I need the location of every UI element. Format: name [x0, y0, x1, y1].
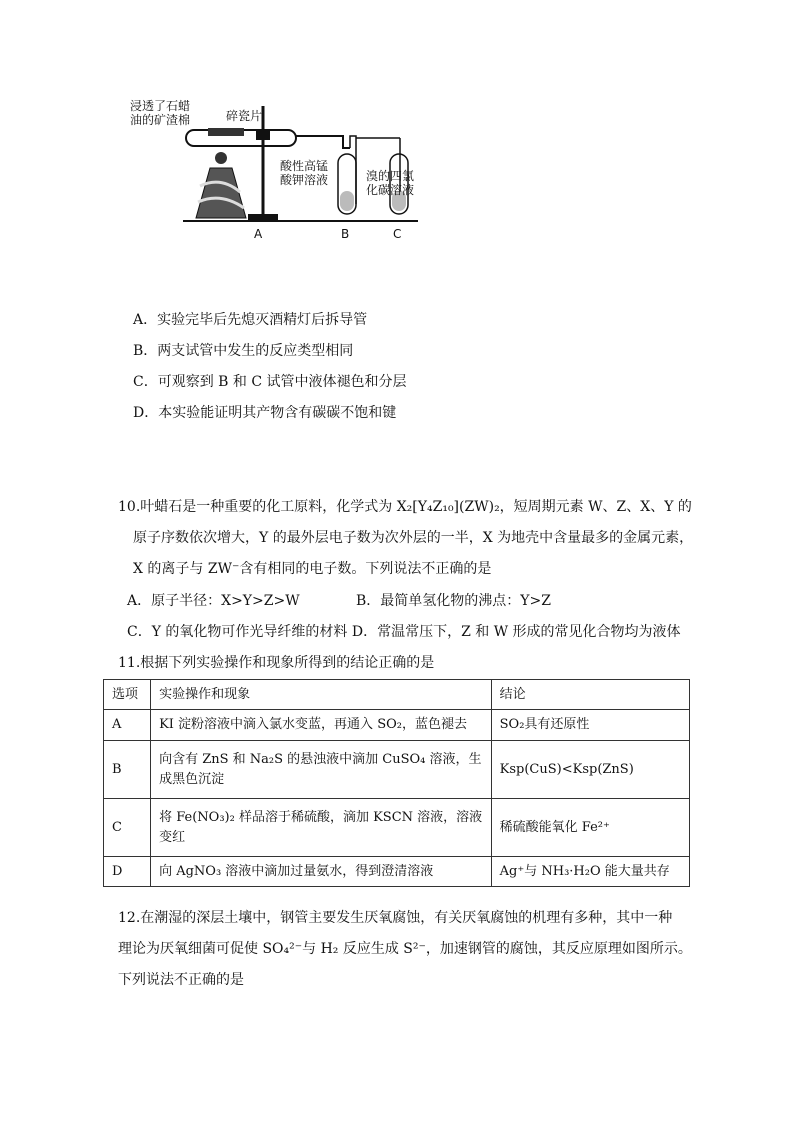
- label-b: B: [341, 227, 350, 241]
- label-porcelain: 碎瓷片: [226, 109, 263, 123]
- label-br-1: 溴的四氯: [366, 169, 415, 183]
- header-conclusion: 结论: [491, 680, 689, 710]
- label-br-2: 化碳溶液: [366, 183, 415, 197]
- table-header-row: [104, 680, 690, 710]
- q12-stem-line-2: 理论为厌氧细菌可促使 SO₄²⁻与 H₂ 反应生成 S²⁻，加速钢管的腐蚀，其反应原理如图所示。: [118, 941, 692, 957]
- table-row: [104, 799, 690, 857]
- row-operation: 向含有 ZnS 和 Na₂S 的悬浊液中滴加 CuSO₄ 溶液，生成黑色沉淀: [151, 741, 492, 799]
- q10-stem-line-2: 原子序数依次增大，Y 的最外层电子数为次外层的一半，X 为地壳中含量最多的金属元素，: [133, 530, 694, 546]
- q9-option-b: B．两支试管中发生的反应类型相同: [133, 343, 354, 359]
- row-option: C: [104, 799, 151, 857]
- q10-stem-line-1: 10.叶蜡石是一种重要的化工原料，化学式为 X₂[Y₄Z₁₀](ZW)₂，短周期元素 W、Z、X、Y 的: [118, 499, 692, 515]
- q10-stem-line-3: X 的离子与 ZW⁻含有相同的电子数。下列说法不正确的是: [133, 561, 492, 577]
- q9-option-a: A．实验完毕后先熄灭酒精灯后拆导管: [133, 312, 368, 328]
- q10-option-cd: C．Y 的氧化物可作光导纤维的材料 D．常温常压下，Z 和 W 形成的常见化合物均为液体: [127, 624, 681, 640]
- q10-option-b: B．最简单氢化物的沸点：Y>Z: [356, 593, 551, 609]
- q9-option-d: D．本实验能证明其产物含有碳碳不饱和键: [133, 405, 397, 421]
- row-option: A: [104, 710, 151, 741]
- apparatus-figure: [128, 96, 428, 246]
- label-a: A: [254, 227, 263, 241]
- label-c: C: [393, 227, 402, 241]
- label-paraffin: 浸透了石蜡: [130, 99, 191, 113]
- row-option: D: [104, 857, 151, 887]
- label-paraffin-2: 油的矿渣棉: [130, 113, 191, 127]
- table-row: [104, 710, 690, 741]
- row-operation: 将 Fe(NO₃)₂ 样品溶于稀硫酸，滴加 KSCN 溶液，溶液变红: [151, 799, 492, 857]
- q12-stem-line-3: 下列说法不正确的是: [118, 972, 244, 988]
- row-conclusion: Ksp(CuS)<Ksp(ZnS): [491, 741, 689, 799]
- table-row: [104, 741, 690, 799]
- header-option: 选项: [104, 680, 151, 710]
- row-operation: 向 AgNO₃ 溶液中滴加过量氨水，得到澄清溶液: [151, 857, 492, 887]
- q11-table: [103, 679, 690, 887]
- row-conclusion: 稀硫酸能氧化 Fe²⁺: [491, 799, 689, 857]
- q10-option-a: A．原子半径：X>Y>Z>W: [127, 593, 300, 609]
- q12-stem-line-1: 12.在潮湿的深层土壤中，钢管主要发生厌氧腐蚀，有关厌氧腐蚀的机理有多种，其中一种: [118, 910, 673, 926]
- row-conclusion: SO₂具有还原性: [491, 710, 689, 741]
- header-operation: 实验操作和现象: [151, 680, 492, 710]
- q11-stem: 11.根据下列实验操作和现象所得到的结论正确的是: [118, 655, 435, 671]
- q9-option-c: C．可观察到 B 和 C 试管中液体褪色和分层: [133, 374, 407, 390]
- table-row: [104, 857, 690, 887]
- label-kmno4-2: 酸钾溶液: [280, 173, 329, 187]
- row-operation: KI 淀粉溶液中滴入氯水变蓝，再通入 SO₂，蓝色褪去: [151, 710, 492, 741]
- row-option: B: [104, 741, 151, 799]
- label-kmno4-1: 酸性高锰: [280, 159, 329, 173]
- row-conclusion: Ag⁺与 NH₃·H₂O 能大量共存: [491, 857, 689, 887]
